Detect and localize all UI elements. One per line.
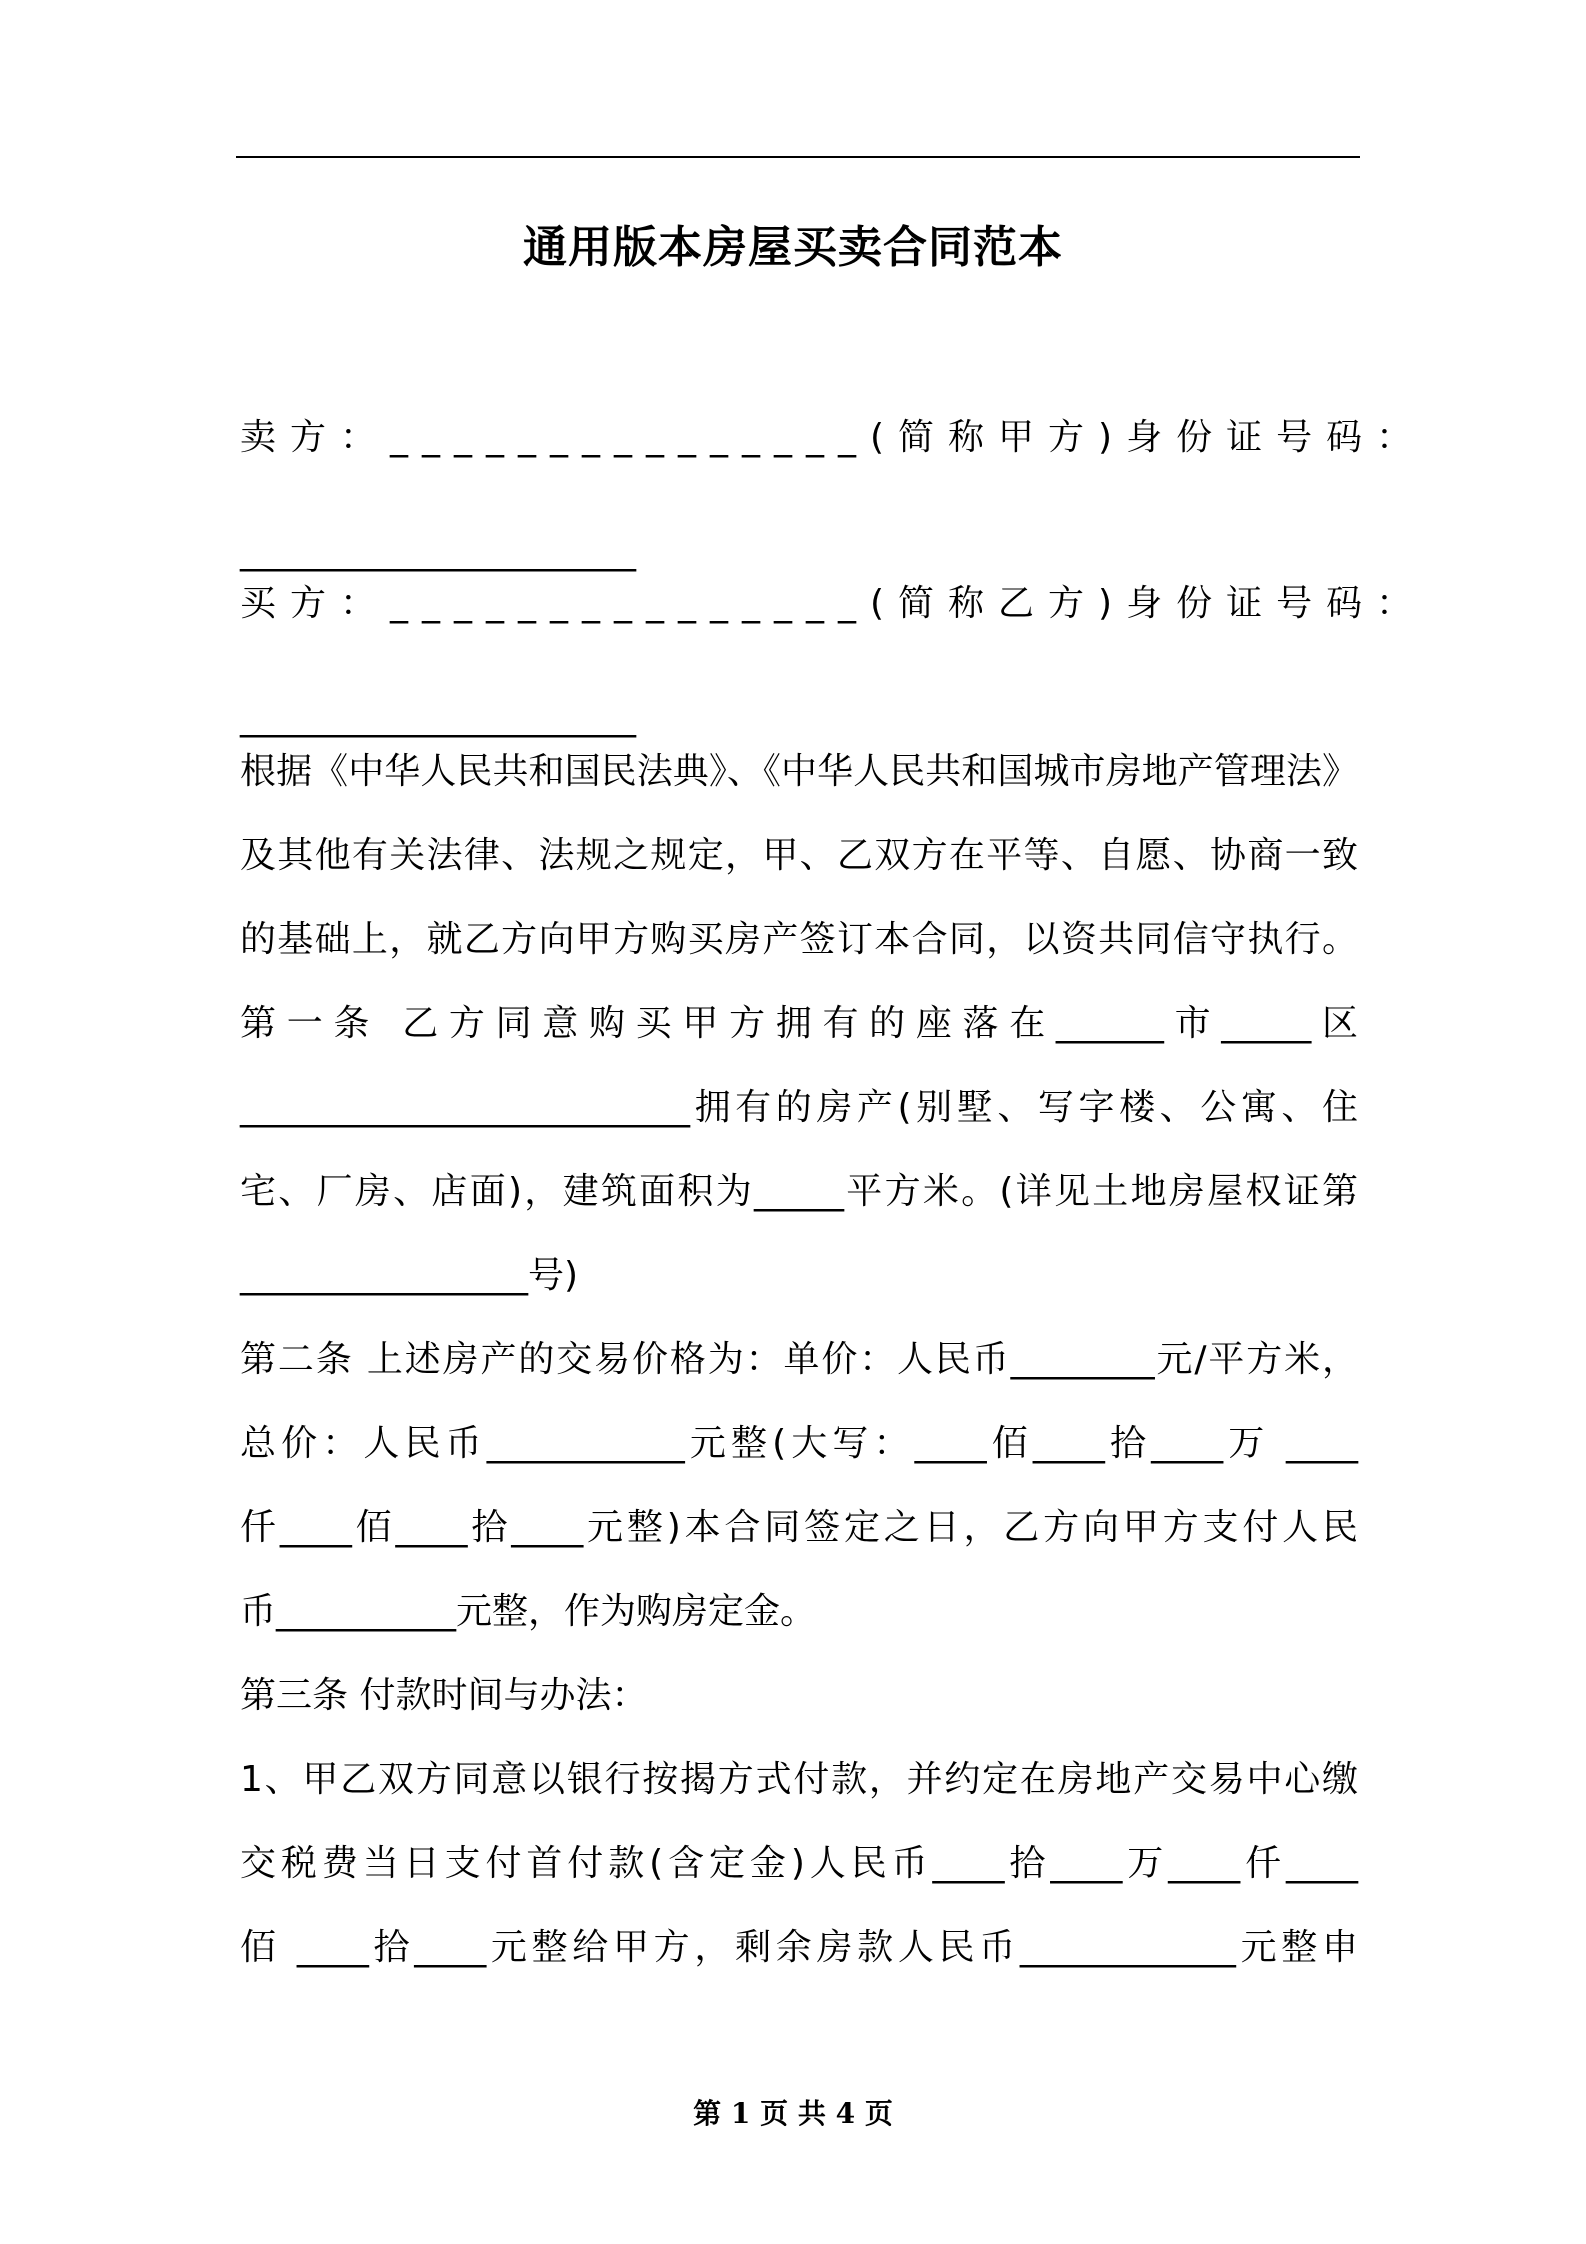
buyer-id-blank: ______________________: [240, 697, 636, 738]
article-3-item-1-line-1: 1、甲乙双方同意以银行按揭方式付款，并约定在房地产交易中心缴: [240, 1759, 1358, 1800]
article-2-line-2: 总价：人民币___________元整(大写：____佰____拾____万 ____: [240, 1423, 1358, 1464]
preamble-line-1: 根据《中华人民共和国民法典》、《中华人民共和国城市房地产管理法》: [240, 751, 1358, 792]
document-title: 通用版本房屋买卖合同范本: [523, 222, 1063, 273]
article-3-item-1-line-3: 佰 ____拾____元整给甲方，剩余房款人民币____________元整申: [240, 1927, 1358, 1968]
article-3-item-1-line-2: 交税费当日支付首付款(含定金)人民币____拾____万____仟____: [240, 1843, 1358, 1884]
buyer-line: 买方：_______________(简称乙方)身份证号码：: [240, 583, 1427, 624]
article-2-line-3: 仟____佰____拾____元整)本合同签定之日，乙方向甲方支付人民: [240, 1507, 1358, 1548]
article-3-heading: 第三条 付款时间与办法：: [240, 1675, 648, 1716]
article-1-line-3: 宅、厂房、店面)，建筑面积为_____平方米。(详见土地房屋权证第: [240, 1171, 1358, 1212]
seller-line: 卖方：_______________(简称甲方)身份证号码：: [240, 417, 1427, 458]
article-2-line-4: 币__________元整，作为购房定金。: [240, 1591, 817, 1632]
header-rule: [236, 156, 1360, 158]
article-2-line-1: 第二条 上述房产的交易价格为：单价：人民币________元/平方米，: [240, 1339, 1358, 1380]
article-1-line-2: _________________________拥有的房产(别墅、写字楼、公寓、住: [240, 1087, 1358, 1128]
page-indicator: 第 1 页 共 4 页: [693, 2097, 893, 2130]
preamble-line-3: 的基础上，就乙方向甲方购买房产签订本合同，以资共同信守执行。: [240, 919, 1358, 960]
seller-id-blank: ______________________: [240, 531, 636, 572]
preamble-line-2: 及其他有关法律、法规之规定，甲、乙双方在平等、自愿、协商一致: [240, 835, 1358, 876]
article-1-line-1: 第一条 乙方同意购买甲方拥有的座落在______市_____区: [240, 1003, 1358, 1044]
article-1-line-4: ________________号): [240, 1255, 579, 1296]
